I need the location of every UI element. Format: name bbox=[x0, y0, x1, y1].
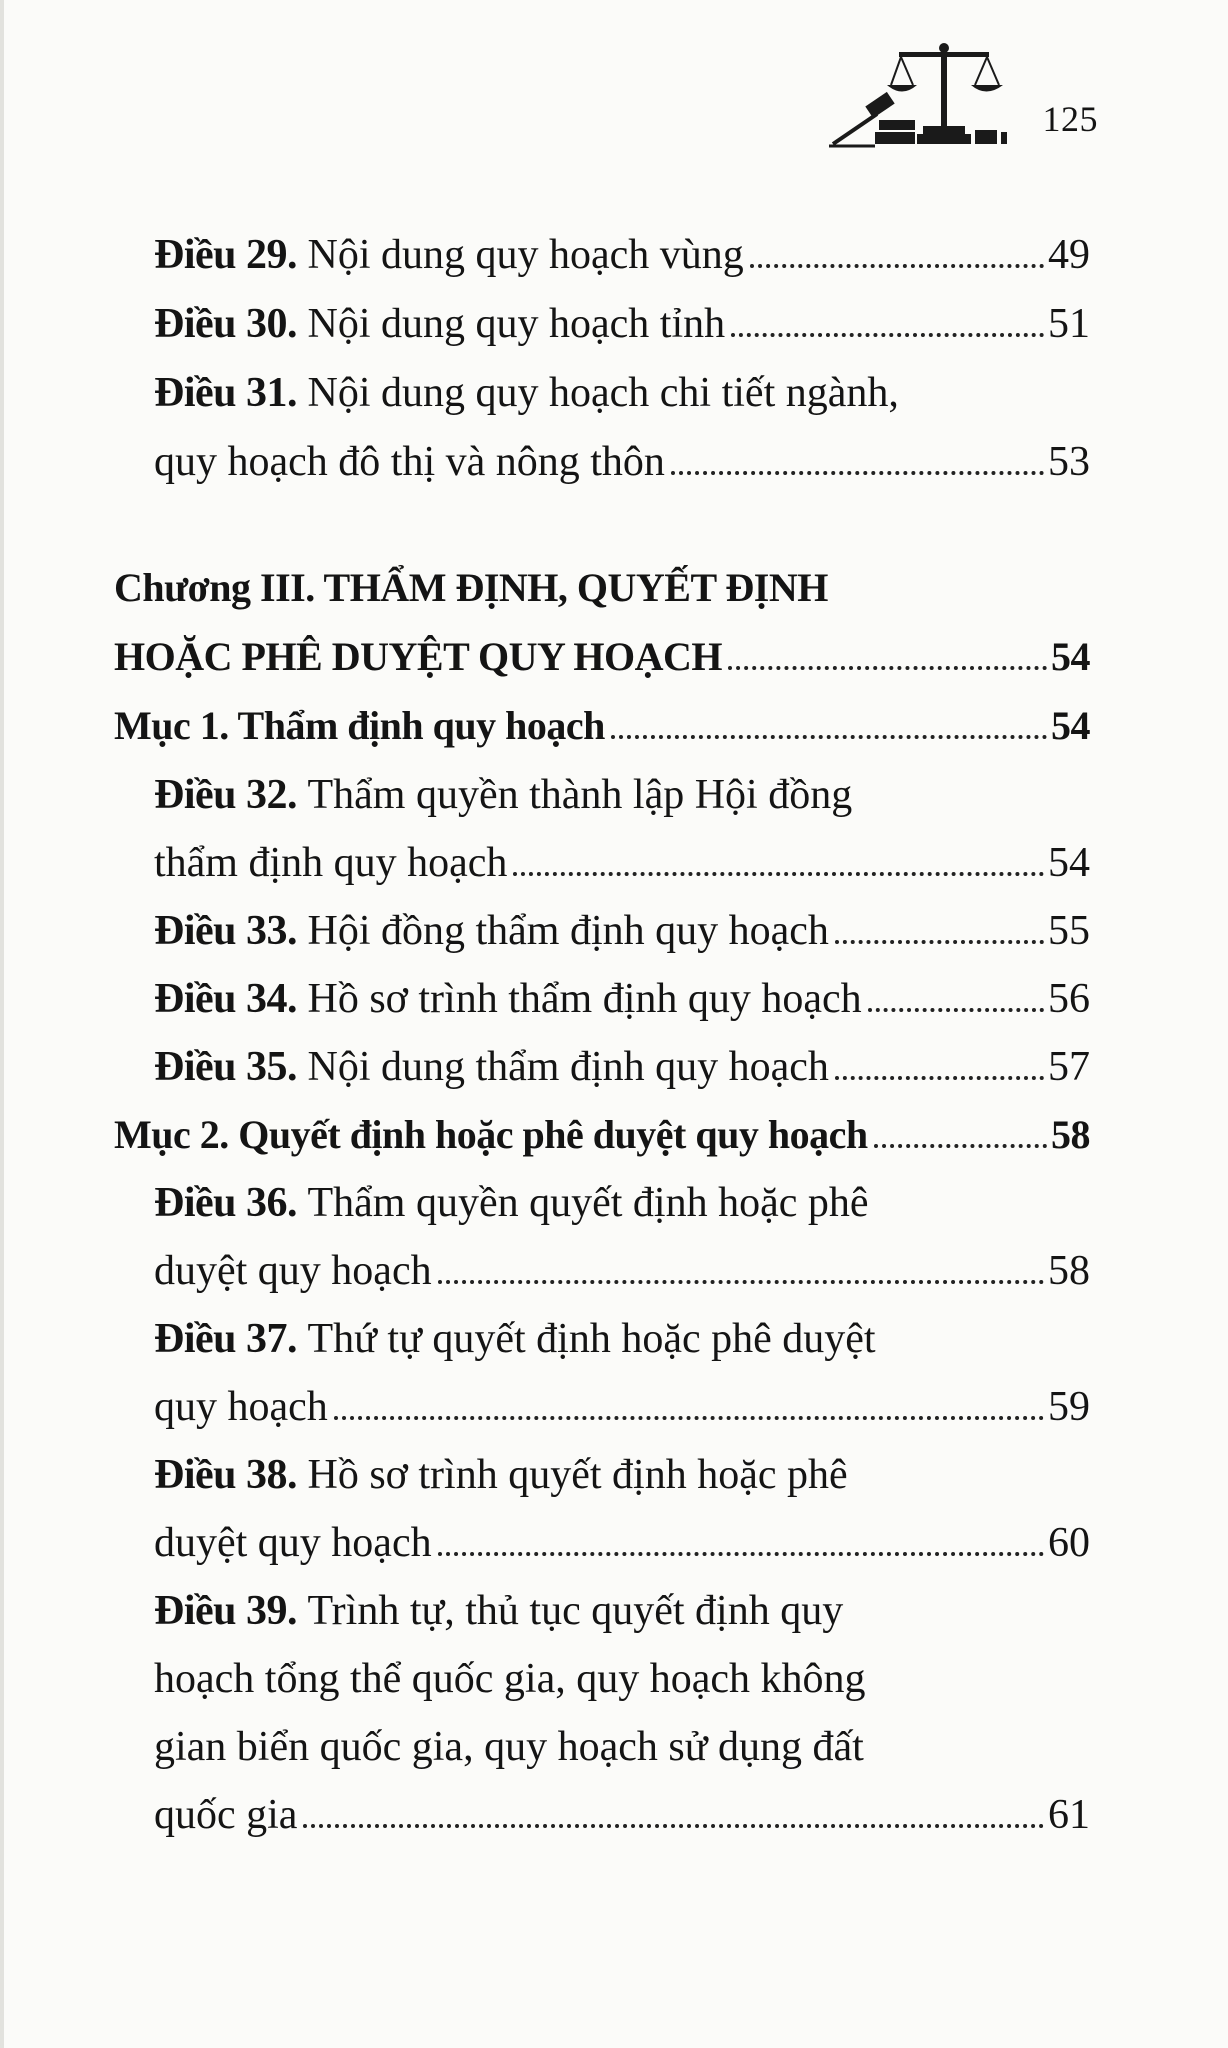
page-edge bbox=[0, 0, 4, 2048]
entry-title-line-2: duyệt quy hoạch bbox=[154, 1248, 432, 1294]
entry-page: 61 bbox=[1048, 1792, 1090, 1838]
entry-prefix: Điều 30. bbox=[154, 301, 297, 347]
entry-title-line-1: Thẩm quyền thành lập Hội đồng bbox=[307, 772, 853, 818]
entry-title-line-2: duyệt quy hoạch bbox=[154, 1520, 432, 1566]
entry-title-line-2: thẩm định quy hoạch bbox=[154, 840, 508, 886]
toc-entry-dieu-32[interactable] bbox=[154, 764, 1090, 826]
entry-page: 58 bbox=[1048, 1248, 1090, 1294]
entry-page: 53 bbox=[1048, 439, 1090, 485]
toc-chapter-3-continued[interactable] bbox=[114, 626, 1090, 688]
toc-entry-dieu-36-continued[interactable] bbox=[154, 1240, 1090, 1302]
section-title: Mục 2. Quyết định hoặc phê duyệt quy hoạch bbox=[114, 1112, 868, 1157]
dot-leader bbox=[835, 940, 1044, 944]
entry-title-line-2: quy hoạch đô thị và nông thôn bbox=[154, 439, 665, 485]
dot-leader bbox=[303, 1824, 1044, 1828]
entry-title: Nội dung quy hoạch tỉnh bbox=[307, 301, 726, 347]
toc-entry-dieu-37[interactable] bbox=[154, 1308, 1090, 1370]
entry-prefix: Điều 36. bbox=[154, 1180, 297, 1226]
toc-entry-dieu-38[interactable] bbox=[154, 1444, 1090, 1506]
entry-prefix: Điều 35. bbox=[154, 1044, 297, 1090]
toc-entry-dieu-39[interactable] bbox=[154, 1580, 1090, 1642]
section-title: Mục 1. Thẩm định quy hoạch bbox=[114, 703, 605, 748]
entry-title: Hội đồng thẩm định quy hoạch bbox=[307, 908, 829, 954]
dot-leader bbox=[728, 666, 1047, 670]
toc-chapter-3[interactable] bbox=[114, 557, 1090, 619]
entry-prefix: Điều 39. bbox=[154, 1588, 297, 1634]
dot-leader bbox=[835, 1076, 1044, 1080]
entry-prefix: Điều 29. bbox=[154, 232, 297, 278]
toc-entry-dieu-39-line-2[interactable] bbox=[154, 1648, 1090, 1710]
entry-prefix: Điều 38. bbox=[154, 1452, 297, 1498]
toc-entry-dieu-30[interactable] bbox=[154, 293, 1090, 355]
dot-leader bbox=[513, 872, 1044, 876]
toc-entry-dieu-39-line-4[interactable] bbox=[154, 1784, 1090, 1846]
entry-page: 55 bbox=[1048, 908, 1090, 954]
entry-page: 54 bbox=[1048, 840, 1090, 886]
dot-leader bbox=[731, 333, 1044, 337]
entry-title-line-2: hoạch tổng thể quốc gia, quy hoạch không bbox=[154, 1656, 866, 1702]
dot-leader bbox=[438, 1280, 1044, 1284]
toc-section-1[interactable] bbox=[114, 695, 1090, 757]
scales-of-justice-icon bbox=[829, 40, 1019, 150]
entry-title-line-1: Nội dung quy hoạch chi tiết ngành, bbox=[307, 370, 899, 416]
toc-entry-dieu-38-continued[interactable] bbox=[154, 1512, 1090, 1574]
entry-prefix: Điều 37. bbox=[154, 1316, 297, 1362]
dot-leader bbox=[874, 1144, 1047, 1148]
entry-page: 54 bbox=[1051, 703, 1090, 748]
entry-prefix: Điều 34. bbox=[154, 976, 297, 1022]
toc-entry-dieu-36[interactable] bbox=[154, 1172, 1090, 1234]
dot-leader bbox=[611, 735, 1047, 739]
entry-title-line-2: quy hoạch bbox=[154, 1384, 328, 1430]
entry-page: 58 bbox=[1051, 1112, 1090, 1157]
entry-page: 59 bbox=[1048, 1384, 1090, 1430]
entry-title-line-1: Thứ tự quyết định hoặc phê duyệt bbox=[307, 1316, 876, 1362]
page-number: 125 bbox=[1042, 99, 1098, 139]
toc-entry-dieu-37-continued[interactable] bbox=[154, 1376, 1090, 1438]
toc-entry-dieu-39-line-3[interactable] bbox=[154, 1716, 1090, 1778]
dot-leader bbox=[334, 1416, 1044, 1420]
entry-title: Nội dung thẩm định quy hoạch bbox=[307, 1044, 829, 1090]
toc-section-2[interactable] bbox=[114, 1104, 1090, 1166]
dot-leader bbox=[868, 1008, 1044, 1012]
toc-entry-dieu-31[interactable] bbox=[154, 362, 1090, 424]
entry-prefix: Điều 33. bbox=[154, 908, 297, 954]
toc-entry-dieu-32-continued[interactable] bbox=[154, 832, 1090, 894]
chapter-title-line-1: Chương III. THẨM ĐỊNH, QUYẾT ĐỊNH bbox=[114, 565, 828, 610]
entry-prefix: Điều 32. bbox=[154, 772, 297, 818]
dot-leader bbox=[671, 471, 1044, 475]
entry-title-line-1: Trình tự, thủ tục quyết định quy bbox=[307, 1588, 844, 1634]
entry-title-line-1: Thẩm quyền quyết định hoặc phê bbox=[307, 1180, 869, 1226]
toc-entry-dieu-34[interactable] bbox=[154, 968, 1090, 1030]
entry-page: 49 bbox=[1048, 232, 1090, 278]
toc-entry-dieu-31-continued[interactable] bbox=[154, 431, 1090, 493]
entry-page: 56 bbox=[1048, 976, 1090, 1022]
entry-title: Nội dung quy hoạch vùng bbox=[307, 232, 744, 278]
entry-page: 57 bbox=[1048, 1044, 1090, 1090]
entry-title-line-4: quốc gia bbox=[154, 1792, 298, 1838]
entry-title: Hồ sơ trình thẩm định quy hoạch bbox=[307, 976, 862, 1022]
toc-entry-dieu-35[interactable] bbox=[154, 1036, 1090, 1098]
dot-leader bbox=[750, 264, 1044, 268]
toc-entry-dieu-33[interactable] bbox=[154, 900, 1090, 962]
entry-prefix: Điều 31. bbox=[154, 370, 297, 416]
chapter-title-line-2: HOẶC PHÊ DUYỆT QUY HOẠCH bbox=[114, 634, 723, 679]
entry-page: 60 bbox=[1048, 1520, 1090, 1566]
entry-page: 51 bbox=[1048, 301, 1090, 347]
page-header bbox=[829, 40, 1099, 150]
toc-entry-dieu-29[interactable] bbox=[154, 224, 1090, 286]
entry-page: 54 bbox=[1051, 634, 1090, 679]
entry-title-line-1: Hồ sơ trình quyết định hoặc phê bbox=[307, 1452, 848, 1498]
entry-title-line-3: gian biển quốc gia, quy hoạch sử dụng đất bbox=[154, 1724, 864, 1770]
dot-leader bbox=[438, 1552, 1044, 1556]
